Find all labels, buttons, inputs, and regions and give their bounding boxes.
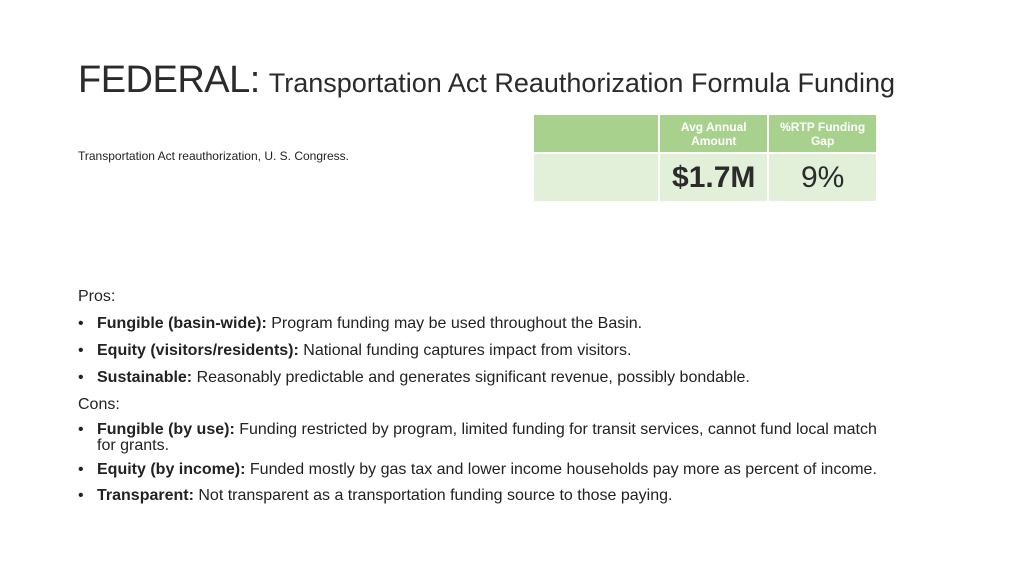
pros-label: Pros:	[78, 288, 116, 305]
item-text: Reasonably predictable and generates significant revenue, possibly bondable.	[192, 369, 750, 386]
list-item	[78, 341, 898, 360]
item-text: National funding captures impact from visitors.	[298, 342, 632, 359]
item-lead: Fungible (basin-wide):	[97, 315, 267, 332]
cons-label: Cons:	[78, 396, 120, 413]
list-item	[78, 314, 898, 333]
item-text: Program funding may be used throughout the Basin.	[266, 315, 643, 332]
table-row	[533, 153, 877, 202]
list-item	[78, 368, 898, 387]
table-cell-amount	[659, 153, 768, 202]
bullet-icon: •	[78, 369, 84, 386]
slide-title	[78, 59, 895, 102]
item-text: Not transparent as a transportation funding source to those paying.	[193, 487, 673, 504]
title-sub: Transportation Act Reauthorization Formula Funding	[268, 68, 896, 99]
cons-list	[78, 422, 898, 505]
bullet-icon: •	[78, 487, 84, 504]
item-lead: Equity (by income):	[97, 461, 246, 478]
list-item	[78, 462, 898, 478]
bullet-icon: •	[78, 421, 84, 438]
item-lead: Sustainable:	[97, 369, 193, 386]
amount-value: $1.7M	[672, 160, 756, 194]
table-header-gap: %RTP Funding Gap	[768, 114, 877, 153]
list-item	[78, 422, 898, 454]
bullet-icon: •	[78, 461, 84, 478]
item-lead: Fungible (by use):	[97, 421, 235, 438]
bullet-icon: •	[78, 342, 84, 359]
table-header-blank	[533, 114, 659, 153]
table-header-row	[533, 114, 877, 153]
item-text: Funded mostly by gas tax and lower income households pay more as percent of income.	[245, 461, 877, 478]
pros-cons-body	[78, 287, 898, 513]
title-main: FEDERAL:	[78, 59, 260, 102]
gap-value: 9%	[800, 160, 845, 194]
item-lead: Equity (visitors/residents):	[97, 342, 299, 359]
table-cell-label	[533, 153, 659, 202]
item-lead: Transparent:	[97, 487, 194, 504]
item-text: Funding restricted by program, limited funding for transit services, cannot fund local match for grants.	[97, 421, 877, 454]
bullet-icon: •	[78, 315, 84, 332]
table-cell-gap	[768, 153, 877, 202]
source-note: Transportation Act reauthorization, U. S. Congress.	[78, 149, 350, 163]
table-header-amount: Avg Annual Amount	[659, 114, 768, 153]
funding-table	[532, 113, 878, 203]
list-item	[78, 486, 898, 505]
pros-list	[78, 314, 898, 387]
